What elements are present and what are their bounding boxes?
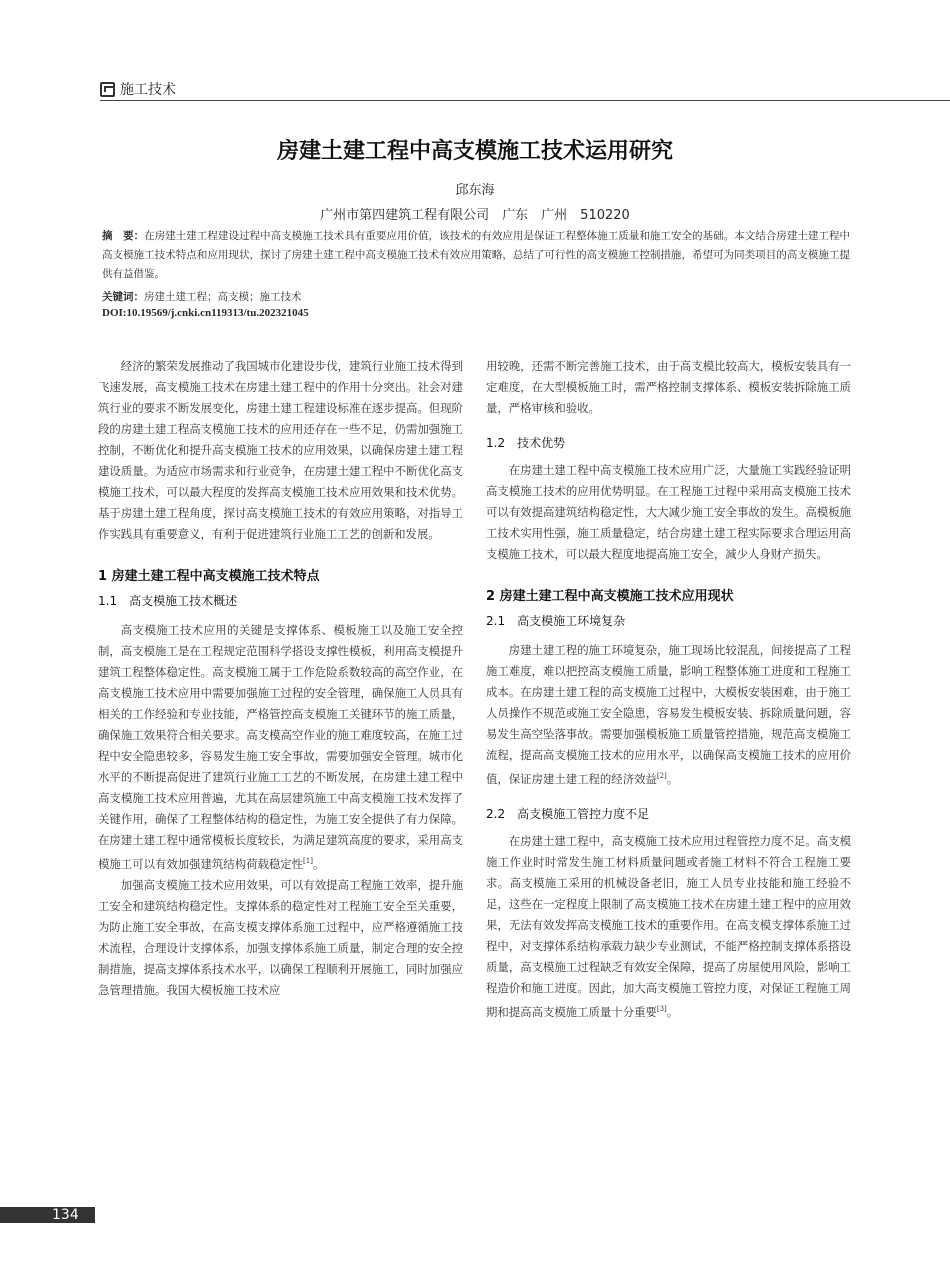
paragraph-1-1-a-text: 高支模施工技术应用的关键是支撑体系、模板施工以及施工安全控制，高支模施工是在工程规定范围科学搭设支撑性模板，利用高支模提升建筑工程整体稳定性。高支模施工属于工作危险系数较高的高空作业，在高支模施工技术应用中需要加强施工过程的安全管理，确保施工人员具有相关的工作经验和专业技能，严格管控高支模施工关键环节的施工质量，确保施工效果符合相关要求。高支模高空作业的施工难度较高，在施工过程中安全隐患较多，容易发生施工安全事故，需要加强安全管理。城市化水平的不断提高促进了建筑行业施工工艺的不断发展，在房建土建工程中高支模施工技术应用普遍，尤其在高层建筑施工中高支模施工技术发挥了关键作用，确保了工程整体结构的稳定性，为施工安全提供了有力保障。在房建土建工程中通常模板长度较长，为满足建筑高度的要求，采用高支模施工可以有效加强建筑结构荷载稳定性 xyxy=(98,623,463,871)
paragraph-2-2-end: 。 xyxy=(666,1004,679,1019)
citation-3: [3] xyxy=(656,1004,667,1013)
right-column xyxy=(486,356,851,1023)
running-header xyxy=(100,78,176,100)
page-number-tab xyxy=(0,1207,95,1223)
section-2-1-heading: 2.1 高支模施工环境复杂 xyxy=(486,614,626,628)
paragraph-1-2: 在房建土建工程中高支模施工技术应用广泛，大量施工实践经验证明高支模施工技术的应用优势明显。在工程施工过程中采用高支模施工技术可以有效提高建筑结构稳定性，大大减少施工安全事故的发生。高模板施工技术实用性强，施工质量稳定，结合房建土建工程实际要求合理运用高支模施工技术，可以最大程度地提高施工安全，减少人身财产损失。 xyxy=(486,463,851,561)
affiliation: 广州市第四建筑工程有限公司 广东 广州 510220 xyxy=(320,208,630,223)
paragraph-1-1-a-end: 。 xyxy=(312,856,325,871)
paragraph-2-2 xyxy=(486,831,851,1023)
citation-2: [2] xyxy=(656,772,667,780)
paragraph-1-1-b: 加强高支模施工技术应用效果，可以有效提高工程施工效率，提升施工安全和建筑结构稳定性。支撑体系的稳定性对工程施工安全至关重要，为防止施工安全事故，在高支模支撑体系施工过程中，应严格遵循施工技术流程，合理设计支撑体系，加强支撑体系施工质量，制定合理的安全控制措施，提高支撑体系技术水平，以确保工程顺利开展施工，同时加强应急管理措施。我国大模板施工技术应 xyxy=(98,877,463,997)
intro-paragraph: 经济的繁荣发展推动了我国城市化建设步伐，建筑行业施工技术得到飞速发展，高支模施工技术在房建土建工程中的作用十分突出。社会对建筑行业的要求不断发展变化，房建土建工程建设标准在逐步提高。但现阶段的房建土建工程高支模施工技术的应用还存在一些不足，仍需加强施工控制，不断优化和提升高支模施工技术的应用效果，以确保房建土建工程建设质量。为适应市场需求和行业竞争，在房建土建工程中不断优化高支模施工技术，可以最大程度的发挥高支模施工技术应用效果和技术优势。基于房建土建工程角度，探讨高支模施工技术的有效应用策略，对指导工作实践具有重要意义，有利于促进建筑行业施工工艺的创新和发展。 xyxy=(98,359,463,541)
page-number: 134 xyxy=(52,1207,79,1223)
doi: DOI:10.19569/j.cnki.cn119313/tu.202321045 xyxy=(102,307,309,319)
header-rule xyxy=(100,100,950,101)
section-1-heading: 1 房建土建工程中高支模施工技术特点 xyxy=(98,569,320,584)
section-label: 施工技术 xyxy=(120,82,176,98)
paragraph-1-1-c: 用较晚，还需不断完善施工技术，由于高支模比较高大，模板安装具有一定难度，在大型模板施工时，需严格控制支撑体系、模板安装拆除施工质量，严格审核和验收。 xyxy=(486,359,851,415)
left-column xyxy=(98,356,463,1001)
section-2-heading: 2 房建土建工程中高支模施工技术应用现状 xyxy=(486,589,734,604)
article-title: 房建土建工程中高支模施工技术运用研究 xyxy=(276,139,673,164)
paragraph-2-1-text: 房建土建工程的施工环境复杂，施工现场比较混乱，间接提高了工程施工难度，难以把控高支模施工质量，影响工程整体施工进度和工程施工成本。在房建土建工程的高支模施工过程中，大模板安装困难，由于施工人员操作不规范或施工安全隐患，容易发生模板安装、拆除质量问题，容易发生高空坠落事故。需要加强模板施工质量管控措施，规范高支模施工流程，提高高支模施工技术的应用水平，以确保高支模施工技术的应用价值，保证房建土建工程的经济效益 xyxy=(486,643,851,786)
paragraph-2-1 xyxy=(486,640,851,790)
paragraph-2-1-end: 。 xyxy=(666,771,679,786)
keywords-text: 房建土建工程；高支模；施工技术 xyxy=(144,291,302,303)
paragraph-2-2-text: 在房建土建工程中，高支模施工技术应用过程管控力度不足。高支模施工作业时时常发生施工材料质量问题或者施工材料不符合工程施工要求。高支模施工采用的机械设备老旧，施工人员专业技能和施工经验不足，这些在一定程度上限制了高支模施工技术在房建土建工程中的应用效果，无法有效发挥高支模施工技术的重要作用。在高支模支撑体系施工过程中，对支撑体系结构承载力缺少专业测试，不能严格控制支撑体系搭设质量，高支模施工过程缺乏有效安全保障，提高了房屋使用风险，影响工程造价和施工进度。因此，加大高支模施工管控力度，对保证工程施工周期和提高高支模施工质量十分重要 xyxy=(486,833,851,1019)
section-1-1-heading: 1.1 高支模施工技术概述 xyxy=(98,594,238,608)
section-2-2-heading: 2.2 高支模施工管控力度不足 xyxy=(486,806,650,821)
section-icon xyxy=(100,82,115,97)
abstract xyxy=(102,227,850,284)
abstract-label: 摘 要： xyxy=(102,230,145,242)
abstract-text: 在房建土建工程建设过程中高支模施工技术具有重要应用价值，该技术的有效应用是保证工程整体施工质量和施工安全的基础。本文结合房建土建工程中高支模施工技术特点和应用现状，探讨了房建土建工程中高支模施工技术有效应用策略，总结了可行性的高支模施工控制措施，希望可为同类项目的高支模施工提供有益借鉴。 xyxy=(102,230,851,280)
paragraph-1-1-a xyxy=(98,620,463,875)
keywords-label: 关键词： xyxy=(102,291,144,303)
section-1-2-heading: 1.2 技术优势 xyxy=(486,436,566,450)
citation-1: [1] xyxy=(303,857,313,865)
author: 邱东海 xyxy=(455,183,495,198)
keywords xyxy=(102,289,302,304)
